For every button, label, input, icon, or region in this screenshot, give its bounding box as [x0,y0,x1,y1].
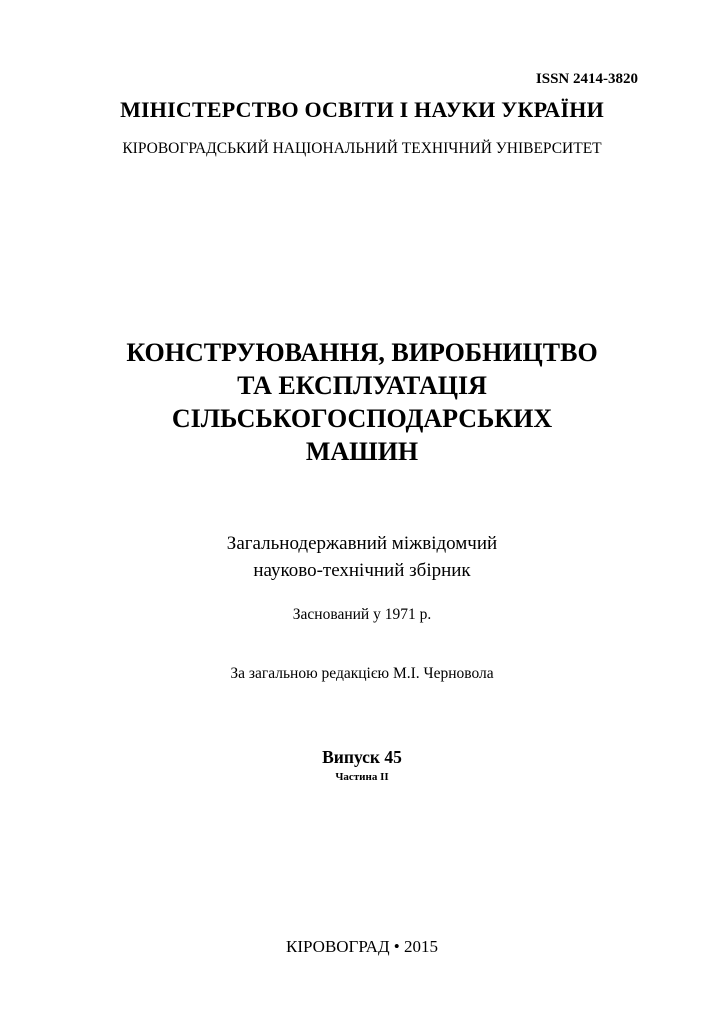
title-line-4: МАШИН [305,437,419,466]
title-line-3: СІЛЬСЬКОГОСПОДАРСЬКИХ [171,404,553,433]
ministry-heading: МІНІСТЕРСТВО ОСВІТИ І НАУКИ УКРАЇНИ [120,97,604,122]
title-line-2: ТА ЕКСПЛУАТАЦІЯ [237,371,487,400]
subtitle-line-1: Загальнодержавний міжвідомчий [226,533,498,554]
subtitle-line-2: науково-технічний збірник [253,560,471,581]
publication-subtitle [0,530,724,584]
publication-title [0,336,724,468]
city-year-footer: КІРОВОГРАД • 2015 [286,937,438,956]
university-name: КІРОВОГРАДСЬКИЙ НАЦІОНАЛЬНИЙ ТЕХНІЧНИЙ УНІВЕРСИТЕТ [122,140,602,157]
founded-year: Заснований у 1971 р. [292,606,432,623]
editor-credit: За загальною редакцією М.І. Черновола [230,665,494,682]
title-line-1: КОНСТРУЮВАННЯ, ВИРОБНИЦТВО [126,338,598,367]
issue-number: Випуск 45 [322,747,402,767]
issue-part: Частина ІІ [335,771,389,783]
issn-number: ISSN 2414-3820 [535,71,638,87]
